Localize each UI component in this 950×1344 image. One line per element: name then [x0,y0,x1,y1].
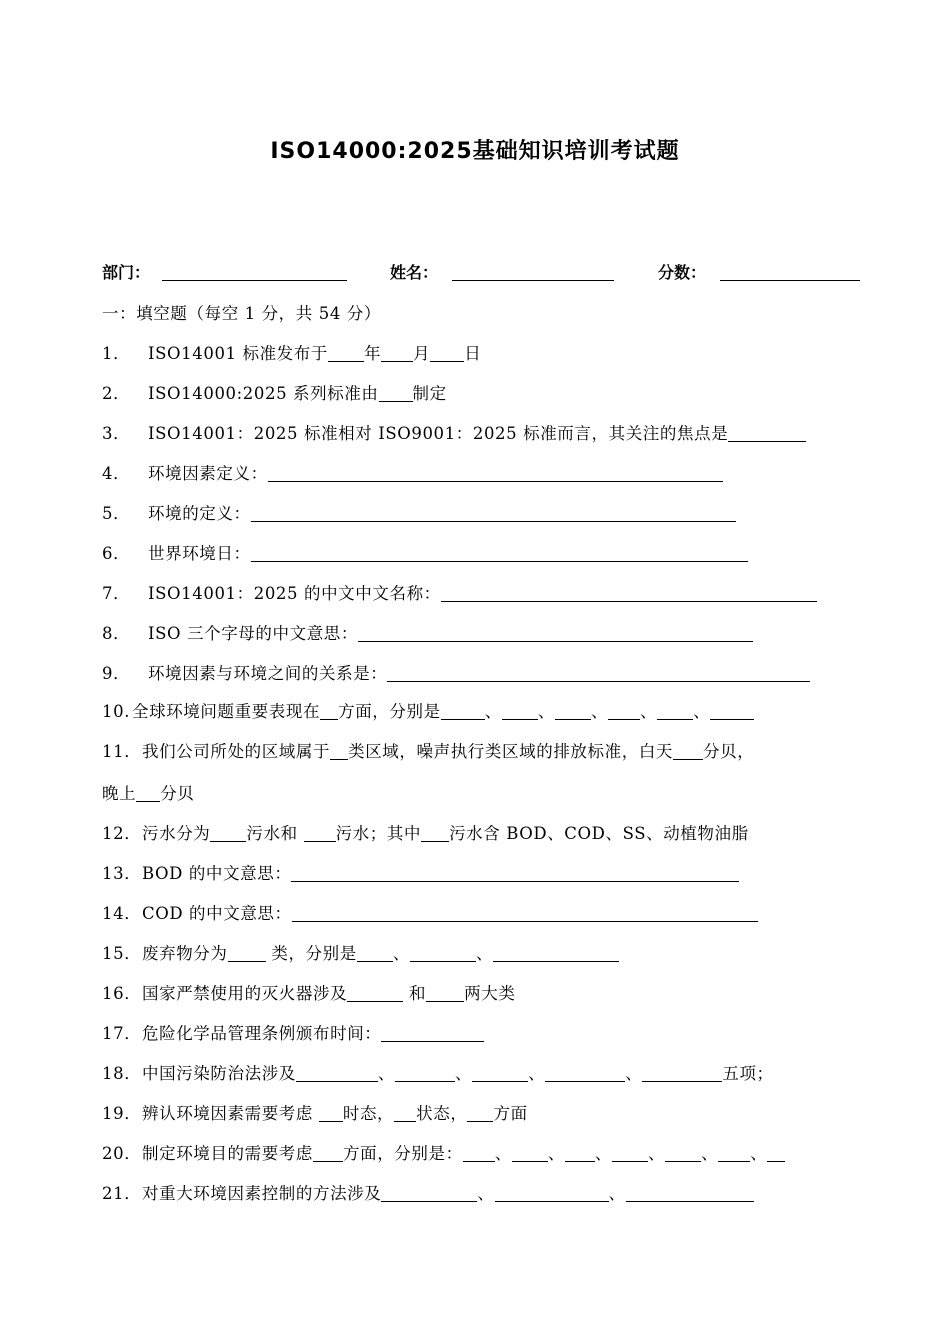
answer-blank[interactable] [381,345,413,363]
answer-blank[interactable] [657,703,693,721]
question-item [102,1020,484,1044]
question-text: 两大类 [464,984,516,1003]
question-item [102,940,619,964]
question-text: 、 [484,702,502,721]
answer-blank[interactable] [410,945,476,963]
question-text: COD 的中文意思： [142,904,292,923]
question-number: 7． [102,584,131,603]
answer-blank[interactable] [251,505,736,523]
question-text: BOD 的中文意思： [142,864,292,883]
question-number: 4． [102,464,131,483]
question-number: 18． [102,1064,142,1083]
question-text: ISO14000:2025 系列标准由 [148,384,379,403]
question-text: 、 [547,1144,565,1163]
question-text: ISO 三个字母的中文意思： [148,624,358,643]
answer-blank[interactable] [626,1185,754,1203]
question-item [102,900,758,924]
question-text: 环境因素定义： [148,464,268,483]
question-text: 、 [590,702,609,721]
answer-blank[interactable] [430,345,464,363]
answer-blank[interactable] [710,703,754,721]
question-text: 污水和 [246,824,304,843]
question-number: 15． [102,944,142,963]
question-text: 污水分为 [142,824,211,843]
answer-blank[interactable] [347,985,403,1003]
question-text: ISO14001：2025 标准相对 ISO9001：2025 标准而言，其关注的焦点是 [148,424,729,443]
question-text: 废弃物分为 [142,944,228,963]
department-label: 部门： [102,263,151,282]
question-text: 年 [363,344,382,363]
question-text: 环境因素与环境之间的关系是： [148,664,388,683]
question-text: 、 [648,1144,666,1163]
question-number: 9． [102,664,131,683]
question-text: 全球环境问题重要表现在 [132,702,321,721]
question-text: 状态， [416,1104,468,1123]
info-row [102,260,872,286]
question-text: 分贝 [160,784,195,803]
question-text: ISO14001 标准发布于 [148,344,328,363]
answer-blank[interactable] [545,1065,625,1083]
question-text: 时态， [342,1104,395,1123]
answer-blank[interactable] [463,1145,495,1163]
question-number: 13． [102,864,142,883]
question-text: 晚上 [102,784,137,803]
answer-blank[interactable] [467,1105,493,1123]
answer-blank[interactable] [268,465,723,483]
answer-blank[interactable] [136,785,160,803]
question-text: 我们公司所处的区域属于 [142,742,331,761]
question-text: 危险化学品管理条例颁布时间： [142,1024,382,1043]
department-field[interactable] [162,280,347,281]
question-number: 8． [102,624,131,643]
answer-blank[interactable] [228,945,266,963]
question-text: 环境的定义： [148,504,251,523]
answer-blank[interactable] [441,703,485,721]
question-item [102,1180,754,1204]
question-number: 10. [102,702,131,721]
question-number: 17． [102,1024,142,1043]
question-text: 月 [413,344,431,363]
question-text: 、 [640,702,658,721]
question-number: 19． [102,1104,142,1123]
question-number: 16． [102,984,142,1003]
answer-blank[interactable] [608,703,640,721]
answer-blank[interactable] [358,625,753,643]
question-text: 、 [528,1064,546,1083]
question-text: 类区域，噪声执行 [348,742,485,761]
question-text: 污水含 BOD、COD、SS、动植物油脂 [449,824,749,843]
name-label: 姓名： [390,263,439,282]
question-number: 21． [102,1184,142,1203]
question-number: 2． [102,384,131,403]
question-text: 五项； [722,1064,774,1083]
question-item [102,1100,528,1124]
question-text: 世界环境日： [148,544,251,563]
answer-blank[interactable] [328,345,364,363]
answer-blank[interactable] [642,1065,722,1083]
answer-blank[interactable] [313,1145,343,1163]
answer-blank[interactable] [665,1145,701,1163]
question-text: 、 [625,1064,643,1083]
answer-blank[interactable] [319,1105,343,1123]
question-text: 方面，分别是： [343,1144,463,1163]
question-text: ISO14001：2025 的中文中文名称： [148,584,441,603]
question-item [102,580,817,604]
question-item [102,820,749,844]
answer-blank[interactable] [421,825,449,843]
answer-blank[interactable] [395,1065,455,1083]
question-item [102,460,723,484]
question-text: 、 [537,702,555,721]
question-number: 3． [102,424,131,443]
question-text: 中国污染防治法涉及 [142,1064,296,1083]
question-item [102,860,739,884]
question-item [102,540,748,564]
question-number: 20． [102,1144,142,1163]
question-number: 6． [102,544,131,563]
section-heading: 一：填空题（每空 1 分，共 54 分） [102,304,381,323]
question-text: 、 [693,702,711,721]
answer-blank[interactable] [441,585,817,603]
question-text: 类区域的排放标准，白天 [484,742,674,761]
answer-blank[interactable] [555,703,591,721]
answer-blank[interactable] [381,1025,484,1043]
question-number: 5． [102,504,131,523]
question-text: 、 [377,1064,396,1083]
answer-blank[interactable] [387,665,810,683]
question-item [102,738,754,762]
answer-blank[interactable] [512,1145,548,1163]
question-text: 、 [594,1144,613,1163]
answer-blank[interactable] [379,385,413,403]
answer-blank[interactable] [673,743,703,761]
question-item [102,340,481,364]
question-number: 12． [102,824,142,843]
question-item [102,420,806,444]
answer-blank[interactable] [291,865,739,883]
question-item [102,698,754,722]
question-text: 、 [477,1184,495,1203]
question-number: 14． [102,904,142,923]
question-text: 国家严禁使用的灭火器涉及 [142,984,348,1003]
question-item [102,980,515,1004]
question-item [102,380,447,404]
question-number: 1． [102,344,131,363]
page-title: ISO14000:2025基础知识培训考试题 [270,139,680,164]
question-text: 制定环境目的需要考虑 [142,1144,313,1163]
answer-blank[interactable] [495,1185,609,1203]
question-number: 11． [102,742,142,761]
question-text: 、 [494,1144,512,1163]
score-field[interactable] [720,280,860,281]
question-text: 、 [701,1144,719,1163]
question-text: 日 [464,344,482,363]
question-item [102,1060,774,1084]
answer-blank[interactable] [251,545,748,563]
answer-blank[interactable] [296,1065,378,1083]
question-text: 、 [608,1184,626,1203]
question-text: 分贝， [703,742,755,761]
score-label: 分数： [658,263,707,282]
question-text: 方面 [493,1104,528,1123]
answer-blank[interactable] [330,743,348,761]
question-item [102,500,736,524]
question-text: 、 [750,1144,768,1163]
question-item [102,660,810,684]
name-field[interactable] [452,280,614,281]
answer-blank[interactable] [210,825,246,843]
answer-blank[interactable] [767,1145,785,1163]
question-text: 和 [403,984,427,1003]
answer-blank[interactable] [472,1065,528,1083]
answer-blank[interactable] [394,1105,416,1123]
question-text: 、 [475,944,494,963]
question-text: 、 [392,944,410,963]
answer-blank[interactable] [565,1145,595,1163]
answer-blank[interactable] [304,825,336,843]
question-text: 对重大环境因素控制的方法涉及 [142,1184,382,1203]
answer-blank[interactable] [493,945,619,963]
question-item-continued [102,780,194,804]
answer-blank[interactable] [426,985,464,1003]
answer-blank[interactable] [502,703,538,721]
question-item [102,620,753,644]
question-text: 类，分别是 [265,944,357,963]
question-text: 方面，分别是 [338,702,441,721]
answer-blank[interactable] [728,425,806,443]
answer-blank[interactable] [612,1145,648,1163]
answer-blank[interactable] [320,703,338,721]
question-text: 污水；其中 [335,824,422,843]
answer-blank[interactable] [381,1185,477,1203]
answer-blank[interactable] [292,905,758,923]
question-text: 辨认环境因素需要考虑 [142,1104,319,1123]
answer-blank[interactable] [718,1145,750,1163]
question-text: 制定 [412,384,447,403]
question-text: 、 [455,1064,473,1083]
answer-blank[interactable] [357,945,393,963]
question-item [102,1140,785,1164]
